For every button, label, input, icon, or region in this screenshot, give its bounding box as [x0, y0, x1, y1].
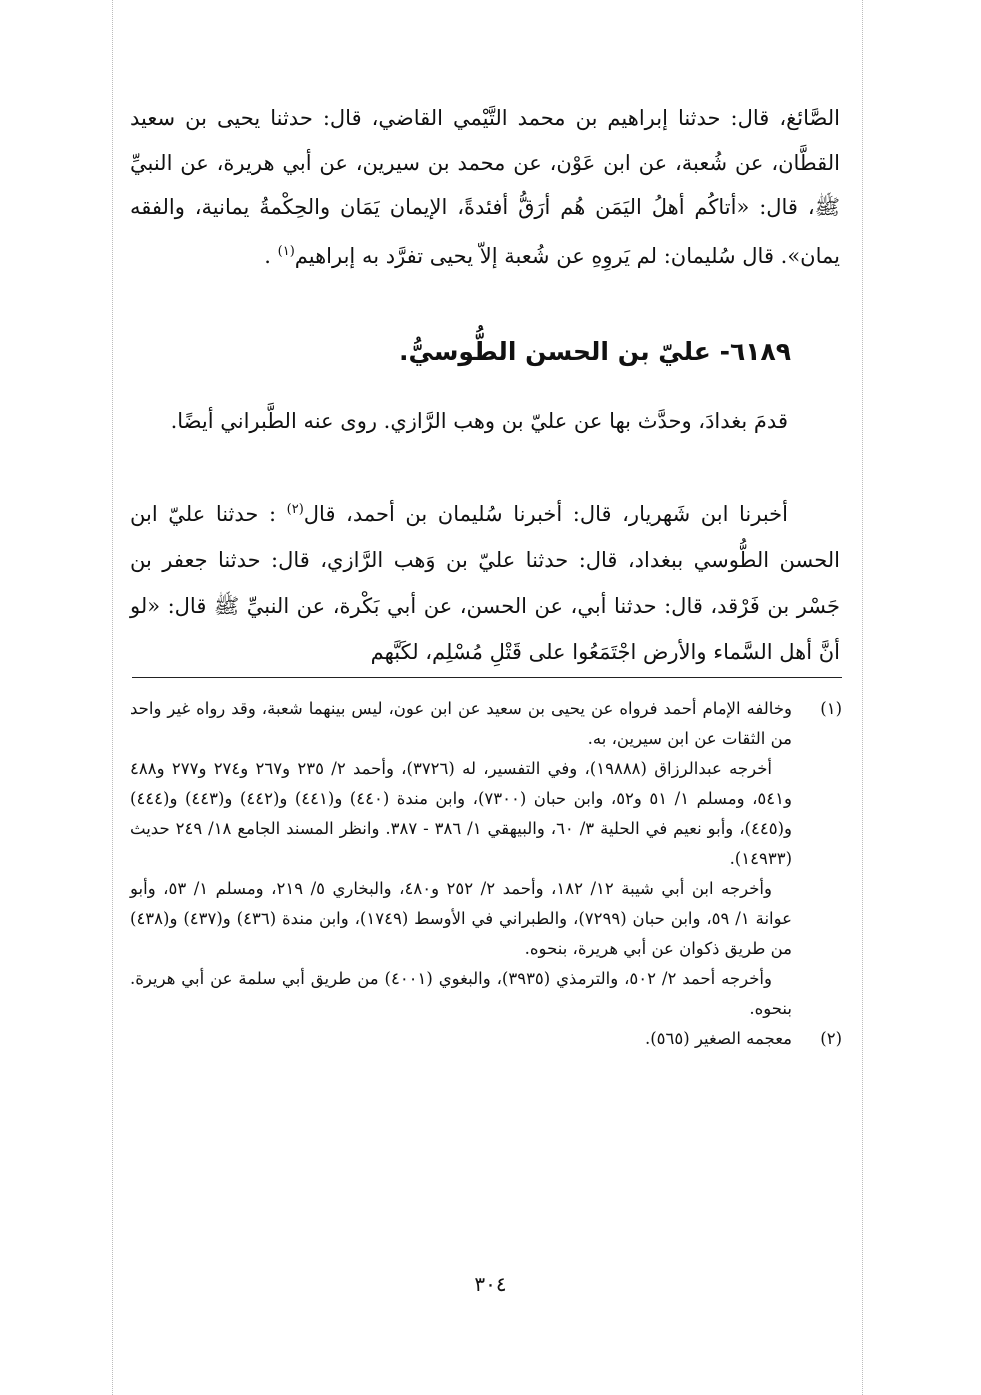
footnotes	[130, 694, 842, 1054]
footnote-1-text: وخالفه الإمام أحمد فرواه عن يحيى بن سعيد عن ابن عون، ليس بينهما شعبة، وقد رواه غير واحد من الثقات عن ابن سيرين، به.	[130, 699, 792, 748]
footnote-2-text: معجمه الصغير (٥٦٥).	[644, 1029, 792, 1048]
body-paragraph-3	[130, 487, 840, 675]
body-paragraph-2	[130, 396, 840, 446]
footnote-1-paragraph-2: وأخرجه ابن أبي شيبة ١٢/ ١٨٢، وأحمد ٢/ ٢٥٢ و٤٨٠، والبخاري ٥/ ٢١٩، ومسلم ١/ ٥٣، وأبو عوانة ١/ ٥٩، وابن حبان (٧٢٩٩)، والطبراني في الأوسط (١٧٤٩)، وابن مندة (٤٣٦) و(٤٣٧) و(٤٣٨) من طريق ذكوان عن أبي هريرة، بنحوه.	[130, 879, 793, 958]
paragraph-1-end: .	[264, 243, 278, 268]
footnote-1-number: (١)	[820, 699, 842, 718]
paragraph-3-text-b: : حدثنا عليّ ابن الحسن الطُّوسي ببغداد، قال: حدثنا عليّ بن وَهب الرَّازي، قال: حدثنا جعفر بن جَسْر بن فَرْقد، قال: حدثنا أبي، عن الحسن، عن أبي بَكْرة، عن النبيِّ ﷺ قال: «لو أنَّ أهل السَّماء والأرض اجْتَمَعُوا على قَتْلِ مُسْلِم، لكَبَّهم	[130, 502, 840, 664]
scan-edge-right	[862, 0, 863, 1395]
footnote-ref-1: (١)	[277, 243, 295, 259]
page-number: ٣٠٤	[474, 1272, 507, 1296]
paragraph-2-text: قدمَ بغدادَ، وحدَّث بها عن عليّ بن وهب الرَّازي. روى عنه الطَّبراني أيضًا.	[170, 409, 788, 433]
paragraph-1-text: الصَّائغ، قال: حدثنا إبراهيم بن محمد التَّيْمي القاضي، قال: حدثنا يحيى بن سعيد القطَّان، عن شُعبة، عن ابن عَوْن، عن محمد بن سيرين، عن أبي هريرة، عن النبيِّ ﷺ، قال: «أتاكُم أهلُ اليَمَن هُم أرَقُّ أفئدةً، الإيمان يَمَان والحِكْمةُ يمانية، والفقه يمان». قال سُليمان: لم يَروِهِ عن شُعبة إلاّ يحيى تفرَّد به إبراهيم	[130, 106, 840, 268]
footnote-separator	[132, 677, 842, 678]
paragraph-3-text-a: أخبرنا ابن شَهريار، قال: أخبرنا سُليمان بن أحمد، قال	[303, 502, 788, 526]
body-paragraph-1	[130, 96, 840, 278]
footnote-1-paragraph-3: وأخرجه أحمد ٢/ ٥٠٢، والترمذي (٣٩٣٥)، والبغوي (٤٠٠١) من طريق أبي سلمة عن أبي هريرة. بنحوه.	[130, 969, 792, 1018]
entry-heading: ٦١٨٩- عليّ بن الحسن الطُّوسيُّ.	[399, 337, 791, 366]
footnote-1-paragraph-1: أخرجه عبدالرزاق (١٩٨٨٨)، وفي التفسير، له (٣٧٢٦)، وأحمد ٢/ ٢٣٥ و٢٦٧ و٢٧٤ و٢٧٧ و٤٨٨ و٥٤١، ومسلم ١/ ٥١ و٥٢، وابن حبان (٧٣٠٠)، وابن مندة (٤٤٠) و(٤٤١) و(٤٤٢) و(٤٤٣) و(٤٤٤) و(٤٤٥)، وأبو نعيم في الحلية ٣/ ٦٠، والبيهقي ١/ ٣٨٦ - ٣٨٧. وانظر المسند الجامع ١٨/ ٢٤٩ حديث (١٤٩٣٣).	[130, 759, 792, 868]
footnote-2-number: (٢)	[820, 1029, 842, 1048]
scan-edge-left	[112, 0, 113, 1395]
footnote-ref-2: (٢)	[286, 502, 304, 517]
footnote-2	[130, 1024, 842, 1054]
footnote-1	[130, 694, 842, 754]
